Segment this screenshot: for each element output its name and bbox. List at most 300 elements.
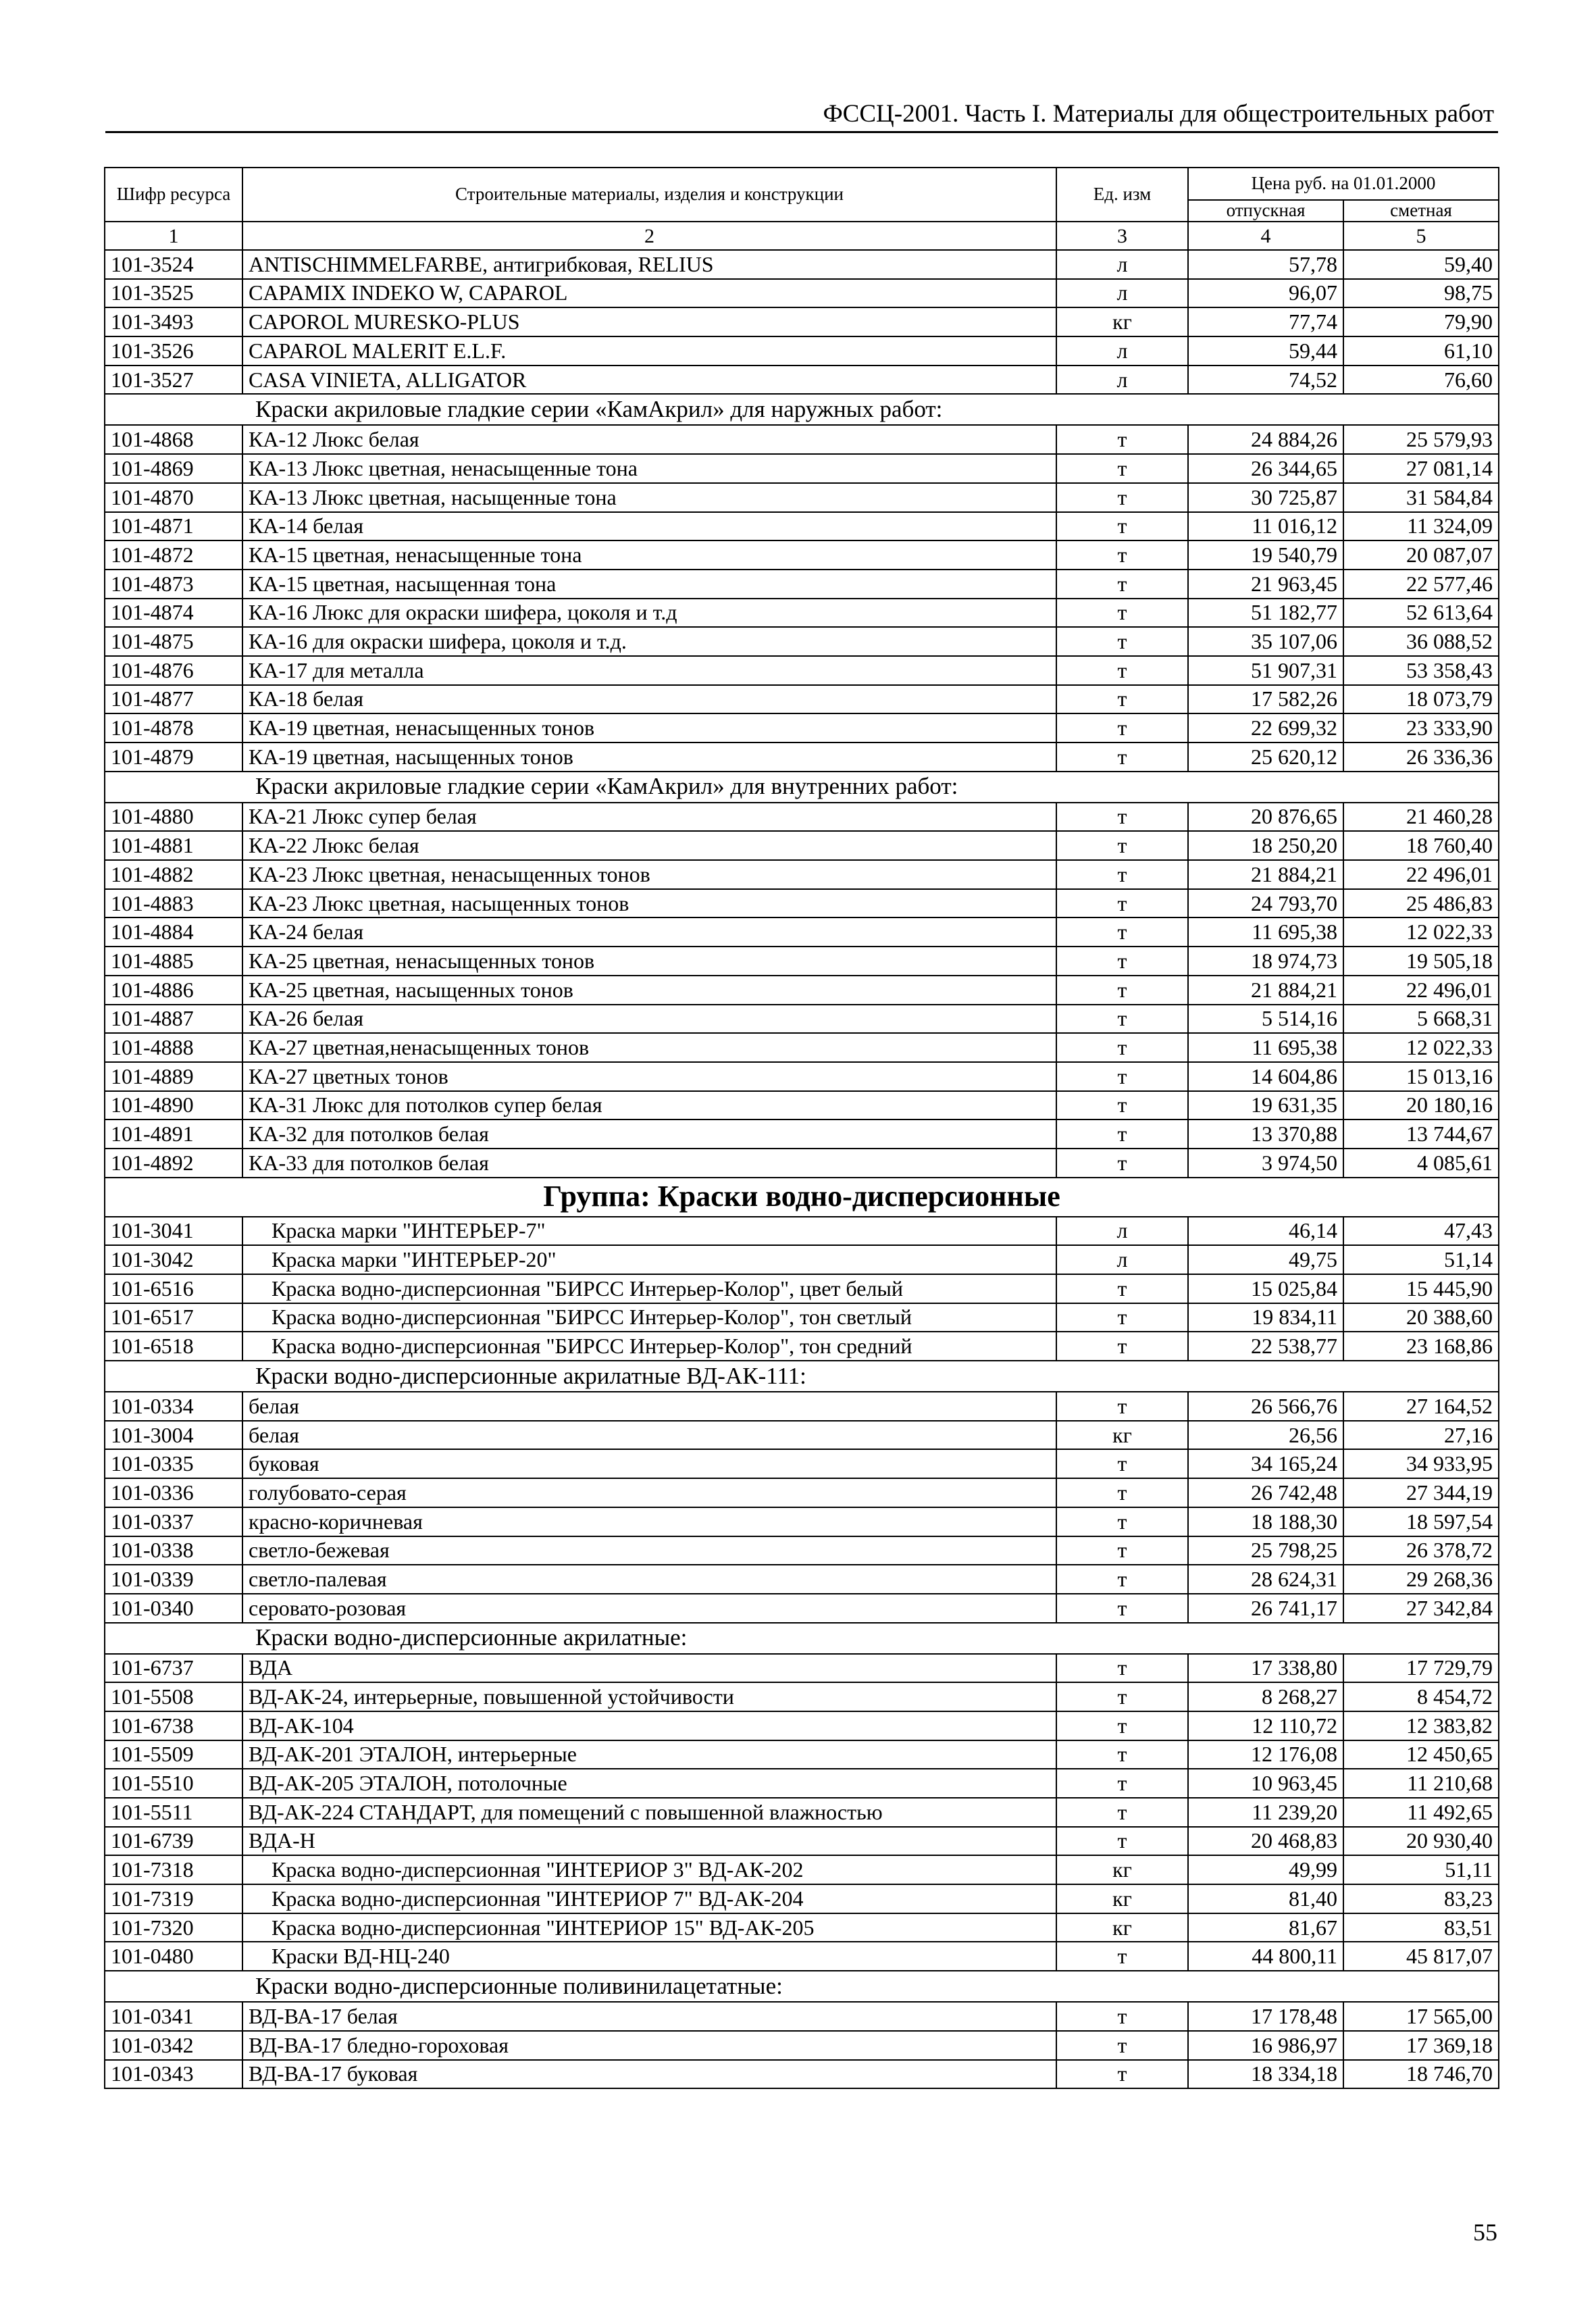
material-name: Краска марки "ИНТЕРЬЕР-20" — [242, 1245, 1056, 1274]
table-row — [105, 483, 1499, 512]
resource-code: 101-6517 — [105, 1303, 242, 1332]
estimate-price: 61,10 — [1343, 336, 1499, 366]
release-price: 25 798,25 — [1188, 1536, 1343, 1565]
release-price: 22 699,32 — [1188, 713, 1343, 743]
resource-code: 101-4885 — [105, 947, 242, 976]
table-row — [105, 1274, 1499, 1303]
release-price: 51 182,77 — [1188, 599, 1343, 628]
resource-code: 101-0341 — [105, 2002, 242, 2031]
unit: л — [1056, 1217, 1188, 1246]
material-name: красно-коричневая — [242, 1507, 1056, 1536]
unit: т — [1056, 483, 1188, 512]
unit: т — [1056, 599, 1188, 628]
table-row — [105, 512, 1499, 541]
estimate-price: 17 565,00 — [1343, 2002, 1499, 2031]
table-row — [105, 1005, 1499, 1034]
unit: т — [1056, 831, 1188, 860]
estimate-price: 11 492,65 — [1343, 1798, 1499, 1827]
estimate-price: 51,11 — [1343, 1855, 1499, 1884]
resource-code: 101-4887 — [105, 1005, 242, 1034]
resource-code: 101-3526 — [105, 336, 242, 366]
unit: т — [1056, 860, 1188, 889]
unit: т — [1056, 713, 1188, 743]
unit: т — [1056, 2031, 1188, 2060]
unit: л — [1056, 336, 1188, 366]
column-number: 5 — [1343, 222, 1499, 250]
unit: кг — [1056, 1913, 1188, 1942]
material-name: КА-27 цветная,ненасыщенных тонов — [242, 1033, 1056, 1062]
unit: т — [1056, 1091, 1188, 1120]
unit: т — [1056, 570, 1188, 599]
column-number: 1 — [105, 222, 242, 250]
resource-code: 101-0335 — [105, 1449, 242, 1478]
unit: т — [1056, 1711, 1188, 1740]
resource-code: 101-0338 — [105, 1536, 242, 1565]
unit: т — [1056, 1654, 1188, 1683]
header-name: Строительные материалы, изделия и конструкции — [242, 168, 1056, 222]
estimate-price: 11 324,09 — [1343, 512, 1499, 541]
estimate-price: 26 378,72 — [1343, 1536, 1499, 1565]
table-row — [105, 1303, 1499, 1332]
section-heading: Краски акриловые гладкие серии «КамАкрил» для наружных работ: — [105, 394, 1499, 425]
estimate-price: 18 760,40 — [1343, 831, 1499, 860]
resource-code: 101-4870 — [105, 483, 242, 512]
release-price: 14 604,86 — [1188, 1062, 1343, 1091]
release-price: 26 344,65 — [1188, 454, 1343, 483]
estimate-price: 18 073,79 — [1343, 685, 1499, 714]
resource-code: 101-3525 — [105, 279, 242, 308]
estimate-price: 36 088,52 — [1343, 627, 1499, 656]
release-price: 18 188,30 — [1188, 1507, 1343, 1536]
unit: кг — [1056, 1421, 1188, 1450]
release-price: 11 695,38 — [1188, 1033, 1343, 1062]
material-name: КА-32 для потолков белая — [242, 1120, 1056, 1149]
material-name: КА-21 Люкс супер белая — [242, 803, 1056, 832]
release-price: 26 566,76 — [1188, 1392, 1343, 1421]
material-name: ВД-АК-104 — [242, 1711, 1056, 1740]
unit: т — [1056, 1478, 1188, 1507]
resource-code: 101-5510 — [105, 1769, 242, 1798]
release-price: 8 268,27 — [1188, 1682, 1343, 1711]
table-row — [105, 1913, 1499, 1942]
table-row — [105, 917, 1499, 947]
unit: т — [1056, 1120, 1188, 1149]
unit: т — [1056, 1536, 1188, 1565]
material-name: ВДА-Н — [242, 1827, 1056, 1856]
material-name: КА-19 цветная, насыщенных тонов — [242, 743, 1056, 772]
resource-code: 101-4875 — [105, 627, 242, 656]
column-number: 4 — [1188, 222, 1343, 250]
table-row — [105, 1033, 1499, 1062]
unit: т — [1056, 1827, 1188, 1856]
table-row — [105, 1478, 1499, 1507]
release-price: 22 538,77 — [1188, 1332, 1343, 1361]
resource-code: 101-0334 — [105, 1392, 242, 1421]
table-row — [105, 425, 1499, 454]
estimate-price: 25 579,93 — [1343, 425, 1499, 454]
material-name: светло-палевая — [242, 1565, 1056, 1594]
material-name: голубовато-серая — [242, 1478, 1056, 1507]
resource-code: 101-4879 — [105, 743, 242, 772]
resource-code: 101-4884 — [105, 917, 242, 947]
estimate-price: 27 342,84 — [1343, 1594, 1499, 1623]
unit: т — [1056, 1274, 1188, 1303]
release-price: 24 793,70 — [1188, 889, 1343, 918]
material-name: CASA VINIETA, ALLIGATOR — [242, 366, 1056, 395]
estimate-price: 83,23 — [1343, 1884, 1499, 1913]
unit: т — [1056, 1798, 1188, 1827]
price-table — [104, 167, 1499, 2089]
resource-code: 101-4889 — [105, 1062, 242, 1091]
resource-code: 101-3042 — [105, 1245, 242, 1274]
section-heading-row — [105, 1623, 1499, 1654]
unit: т — [1056, 1062, 1188, 1091]
unit: кг — [1056, 1855, 1188, 1884]
release-price: 49,99 — [1188, 1855, 1343, 1884]
material-name: КА-17 для металла — [242, 656, 1056, 685]
resource-code: 101-6738 — [105, 1711, 242, 1740]
release-price: 11 239,20 — [1188, 1798, 1343, 1827]
estimate-price: 8 454,72 — [1343, 1682, 1499, 1711]
estimate-price: 83,51 — [1343, 1913, 1499, 1942]
resource-code: 101-4878 — [105, 713, 242, 743]
estimate-price: 29 268,36 — [1343, 1565, 1499, 1594]
table-row — [105, 1536, 1499, 1565]
material-name: КА-13 Люкс цветная, насыщенные тона — [242, 483, 1056, 512]
resource-code: 101-5511 — [105, 1798, 242, 1827]
release-price: 19 631,35 — [1188, 1091, 1343, 1120]
material-name: КА-24 белая — [242, 917, 1056, 947]
estimate-price: 76,60 — [1343, 366, 1499, 395]
group-heading: Группа: Краски водно-дисперсионные — [105, 1178, 1499, 1217]
estimate-price: 12 022,33 — [1343, 917, 1499, 947]
resource-code: 101-0339 — [105, 1565, 242, 1594]
estimate-price: 45 817,07 — [1343, 1942, 1499, 1971]
resource-code: 101-0337 — [105, 1507, 242, 1536]
resource-code: 101-4883 — [105, 889, 242, 918]
material-name: светло-бежевая — [242, 1536, 1056, 1565]
resource-code: 101-7320 — [105, 1913, 242, 1942]
unit: т — [1056, 1942, 1188, 1971]
material-name: КА-25 цветная, насыщенных тонов — [242, 976, 1056, 1005]
unit: т — [1056, 685, 1188, 714]
table-row — [105, 1565, 1499, 1594]
release-price: 11 695,38 — [1188, 917, 1343, 947]
estimate-price: 20 388,60 — [1343, 1303, 1499, 1332]
section-heading: Краски акриловые гладкие серии «КамАкрил» для внутренних работ: — [105, 772, 1499, 803]
column-number: 3 — [1056, 222, 1188, 250]
estimate-price: 5 668,31 — [1343, 1005, 1499, 1034]
release-price: 21 884,21 — [1188, 860, 1343, 889]
material-name: CAPOROL MURESKO-PLUS — [242, 307, 1056, 336]
material-name: буковая — [242, 1449, 1056, 1478]
unit: л — [1056, 279, 1188, 308]
table-row — [105, 1654, 1499, 1683]
resource-code: 101-6739 — [105, 1827, 242, 1856]
document-title: ФССЦ-2001. Часть I. Материалы для общестроительных работ — [823, 100, 1494, 128]
column-number: 2 — [242, 222, 1056, 250]
material-name: КА-15 цветная, насыщенная тона — [242, 570, 1056, 599]
table-row — [105, 1769, 1499, 1798]
estimate-price: 79,90 — [1343, 307, 1499, 336]
table-row — [105, 1855, 1499, 1884]
release-price: 49,75 — [1188, 1245, 1343, 1274]
section-heading-row — [105, 1971, 1499, 2002]
unit: т — [1056, 947, 1188, 976]
section-heading: Краски водно-дисперсионные поливинилацетатные: — [105, 1971, 1499, 2002]
material-name: ВД-АК-24, интерьерные, повышенной устойчивости — [242, 1682, 1056, 1711]
table-row — [105, 1942, 1499, 1971]
estimate-price: 22 577,46 — [1343, 570, 1499, 599]
estimate-price: 19 505,18 — [1343, 947, 1499, 976]
release-price: 11 016,12 — [1188, 512, 1343, 541]
resource-code: 101-4876 — [105, 656, 242, 685]
estimate-price: 20 087,07 — [1343, 540, 1499, 570]
resource-code: 101-4892 — [105, 1149, 242, 1178]
release-price: 18 974,73 — [1188, 947, 1343, 976]
estimate-price: 47,43 — [1343, 1217, 1499, 1246]
table-row — [105, 1217, 1499, 1246]
estimate-price: 51,14 — [1343, 1245, 1499, 1274]
release-price: 46,14 — [1188, 1217, 1343, 1246]
release-price: 26 741,17 — [1188, 1594, 1343, 1623]
unit: т — [1056, 1332, 1188, 1361]
table-row — [105, 1120, 1499, 1149]
estimate-price: 52 613,64 — [1343, 599, 1499, 628]
estimate-price: 27 081,14 — [1343, 454, 1499, 483]
estimate-price: 21 460,28 — [1343, 803, 1499, 832]
material-name: ВД-ВА-17 буковая — [242, 2060, 1056, 2089]
estimate-price: 4 085,61 — [1343, 1149, 1499, 1178]
estimate-price: 20 180,16 — [1343, 1091, 1499, 1120]
release-price: 59,44 — [1188, 336, 1343, 366]
table-row — [105, 1740, 1499, 1769]
release-price: 15 025,84 — [1188, 1274, 1343, 1303]
release-price: 30 725,87 — [1188, 483, 1343, 512]
header-release: отпускная — [1188, 200, 1343, 222]
unit: т — [1056, 1507, 1188, 1536]
release-price: 44 800,11 — [1188, 1942, 1343, 1971]
resource-code: 101-0342 — [105, 2031, 242, 2060]
table-row — [105, 1827, 1499, 1856]
unit: т — [1056, 1449, 1188, 1478]
release-price: 18 250,20 — [1188, 831, 1343, 860]
table-row — [105, 803, 1499, 832]
table-row — [105, 713, 1499, 743]
material-name: серовато-розовая — [242, 1594, 1056, 1623]
material-name: CAPAROL MALERIT E.L.F. — [242, 336, 1056, 366]
material-name: ВД-АК-224 СТАНДАРТ, для помещений с повышенной влажностью — [242, 1798, 1056, 1827]
release-price: 74,52 — [1188, 366, 1343, 395]
release-price: 17 338,80 — [1188, 1654, 1343, 1683]
resource-code: 101-3527 — [105, 366, 242, 395]
resource-code: 101-5509 — [105, 1740, 242, 1769]
release-price: 26,56 — [1188, 1421, 1343, 1450]
table-row — [105, 307, 1499, 336]
material-name: Краска водно-дисперсионная "ИНТЕРИОР 7" ВД-АК-204 — [242, 1884, 1056, 1913]
unit: л — [1056, 250, 1188, 279]
release-price: 34 165,24 — [1188, 1449, 1343, 1478]
resource-code: 101-4877 — [105, 685, 242, 714]
resource-code: 101-4881 — [105, 831, 242, 860]
estimate-price: 98,75 — [1343, 279, 1499, 308]
release-price: 96,07 — [1188, 279, 1343, 308]
table-row — [105, 1594, 1499, 1623]
release-price: 20 468,83 — [1188, 1827, 1343, 1856]
material-name: КА-13 Люкс цветная, ненасыщенные тона — [242, 454, 1056, 483]
release-price: 12 176,08 — [1188, 1740, 1343, 1769]
resource-code: 101-6516 — [105, 1274, 242, 1303]
unit: т — [1056, 425, 1188, 454]
table-row — [105, 685, 1499, 714]
material-name: Краска марки "ИНТЕРЬЕР-7" — [242, 1217, 1056, 1246]
unit: т — [1056, 1392, 1188, 1421]
unit: т — [1056, 743, 1188, 772]
release-price: 24 884,26 — [1188, 425, 1343, 454]
unit: т — [1056, 1149, 1188, 1178]
unit: т — [1056, 1033, 1188, 1062]
table-row — [105, 1332, 1499, 1361]
estimate-price: 12 022,33 — [1343, 1033, 1499, 1062]
resource-code: 101-4871 — [105, 512, 242, 541]
material-name: КА-16 Люкс для окраски шифера, цоколя и т.д — [242, 599, 1056, 628]
resource-code: 101-4872 — [105, 540, 242, 570]
material-name: ВД-АК-205 ЭТАЛОН, потолочные — [242, 1769, 1056, 1798]
material-name: КА-19 цветная, ненасыщенных тонов — [242, 713, 1056, 743]
unit: т — [1056, 1682, 1188, 1711]
unit: кг — [1056, 1884, 1188, 1913]
estimate-price: 31 584,84 — [1343, 483, 1499, 512]
release-price: 18 334,18 — [1188, 2060, 1343, 2089]
unit: т — [1056, 2002, 1188, 2031]
table-row — [105, 336, 1499, 366]
release-price: 5 514,16 — [1188, 1005, 1343, 1034]
page-header — [105, 93, 1498, 133]
table-row — [105, 1149, 1499, 1178]
header-price: Цена руб. на 01.01.2000 — [1188, 168, 1499, 200]
unit: т — [1056, 1769, 1188, 1798]
release-price: 81,67 — [1188, 1913, 1343, 1942]
resource-code: 101-5508 — [105, 1682, 242, 1711]
material-name: Краска водно-дисперсионная "ИНТЕРИОР 15" ВД-АК-205 — [242, 1913, 1056, 1942]
table-row — [105, 1884, 1499, 1913]
table-body — [105, 250, 1499, 2088]
material-name: КА-14 белая — [242, 512, 1056, 541]
header-code: Шифр ресурса — [105, 168, 242, 222]
unit: т — [1056, 1594, 1188, 1623]
resource-code: 101-3493 — [105, 307, 242, 336]
table-row — [105, 366, 1499, 395]
table-row — [105, 656, 1499, 685]
release-price: 10 963,45 — [1188, 1769, 1343, 1798]
unit: л — [1056, 1245, 1188, 1274]
estimate-price: 11 210,68 — [1343, 1769, 1499, 1798]
material-name: ANTISCHIMMELFARBE, антигрибковая, RELIUS — [242, 250, 1056, 279]
release-price: 21 884,21 — [1188, 976, 1343, 1005]
unit: т — [1056, 2060, 1188, 2089]
table-row — [105, 1421, 1499, 1450]
resource-code: 101-3524 — [105, 250, 242, 279]
unit: т — [1056, 627, 1188, 656]
material-name: Краска водно-дисперсионная "БИРСС Интерьер-Колор", тон средний — [242, 1332, 1056, 1361]
material-name: КА-31 Люкс для потолков супер белая — [242, 1091, 1056, 1120]
resource-code: 101-4874 — [105, 599, 242, 628]
material-name: КА-16 для окраски шифера, цоколя и т.д. — [242, 627, 1056, 656]
table-row — [105, 279, 1499, 308]
material-name: Краска водно-дисперсионная "БИРСС Интерьер-Колор", цвет белый — [242, 1274, 1056, 1303]
section-heading-row — [105, 1361, 1499, 1392]
unit: т — [1056, 889, 1188, 918]
resource-code: 101-4868 — [105, 425, 242, 454]
release-price: 13 370,88 — [1188, 1120, 1343, 1149]
estimate-price: 53 358,43 — [1343, 656, 1499, 685]
unit: т — [1056, 656, 1188, 685]
estimate-price: 15 445,90 — [1343, 1274, 1499, 1303]
estimate-price: 23 333,90 — [1343, 713, 1499, 743]
resource-code: 101-0343 — [105, 2060, 242, 2089]
resource-code: 101-4882 — [105, 860, 242, 889]
resource-code: 101-3004 — [105, 1421, 242, 1450]
table-row — [105, 1711, 1499, 1740]
group-heading-row — [105, 1178, 1499, 1217]
header-estimate: сметная — [1343, 200, 1499, 222]
material-name: ВД-ВА-17 белая — [242, 2002, 1056, 2031]
resource-code: 101-4891 — [105, 1120, 242, 1149]
material-name: белая — [242, 1421, 1056, 1450]
table-row — [105, 1507, 1499, 1536]
material-name: Краска водно-дисперсионная "ИНТЕРИОР 3" ВД-АК-202 — [242, 1855, 1056, 1884]
table-row — [105, 454, 1499, 483]
table-row — [105, 627, 1499, 656]
release-price: 77,74 — [1188, 307, 1343, 336]
resource-code: 101-4869 — [105, 454, 242, 483]
release-price: 19 834,11 — [1188, 1303, 1343, 1332]
unit: т — [1056, 1303, 1188, 1332]
unit: т — [1056, 976, 1188, 1005]
resource-code: 101-6518 — [105, 1332, 242, 1361]
table-row — [105, 540, 1499, 570]
estimate-price: 13 744,67 — [1343, 1120, 1499, 1149]
section-heading: Краски водно-дисперсионные акрилатные: — [105, 1623, 1499, 1654]
material-name: КА-33 для потолков белая — [242, 1149, 1056, 1178]
estimate-price: 25 486,83 — [1343, 889, 1499, 918]
material-name: КА-26 белая — [242, 1005, 1056, 1034]
estimate-price: 59,40 — [1343, 250, 1499, 279]
table-row — [105, 1062, 1499, 1091]
material-name: ВДА — [242, 1654, 1056, 1683]
table-row — [105, 1392, 1499, 1421]
release-price: 57,78 — [1188, 250, 1343, 279]
release-price: 16 986,97 — [1188, 2031, 1343, 2060]
estimate-price: 26 336,36 — [1343, 743, 1499, 772]
material-name: КА-18 белая — [242, 685, 1056, 714]
table-row — [105, 2031, 1499, 2060]
material-name: КА-12 Люкс белая — [242, 425, 1056, 454]
release-price: 12 110,72 — [1188, 1711, 1343, 1740]
table-row — [105, 743, 1499, 772]
table-row — [105, 860, 1499, 889]
estimate-price: 20 930,40 — [1343, 1827, 1499, 1856]
unit: т — [1056, 454, 1188, 483]
estimate-price: 27 344,19 — [1343, 1478, 1499, 1507]
release-price: 17 178,48 — [1188, 2002, 1343, 2031]
table-row — [105, 947, 1499, 976]
release-price: 17 582,26 — [1188, 685, 1343, 714]
unit: т — [1056, 540, 1188, 570]
estimate-price: 17 729,79 — [1343, 1654, 1499, 1683]
release-price: 26 742,48 — [1188, 1478, 1343, 1507]
estimate-price: 15 013,16 — [1343, 1062, 1499, 1091]
